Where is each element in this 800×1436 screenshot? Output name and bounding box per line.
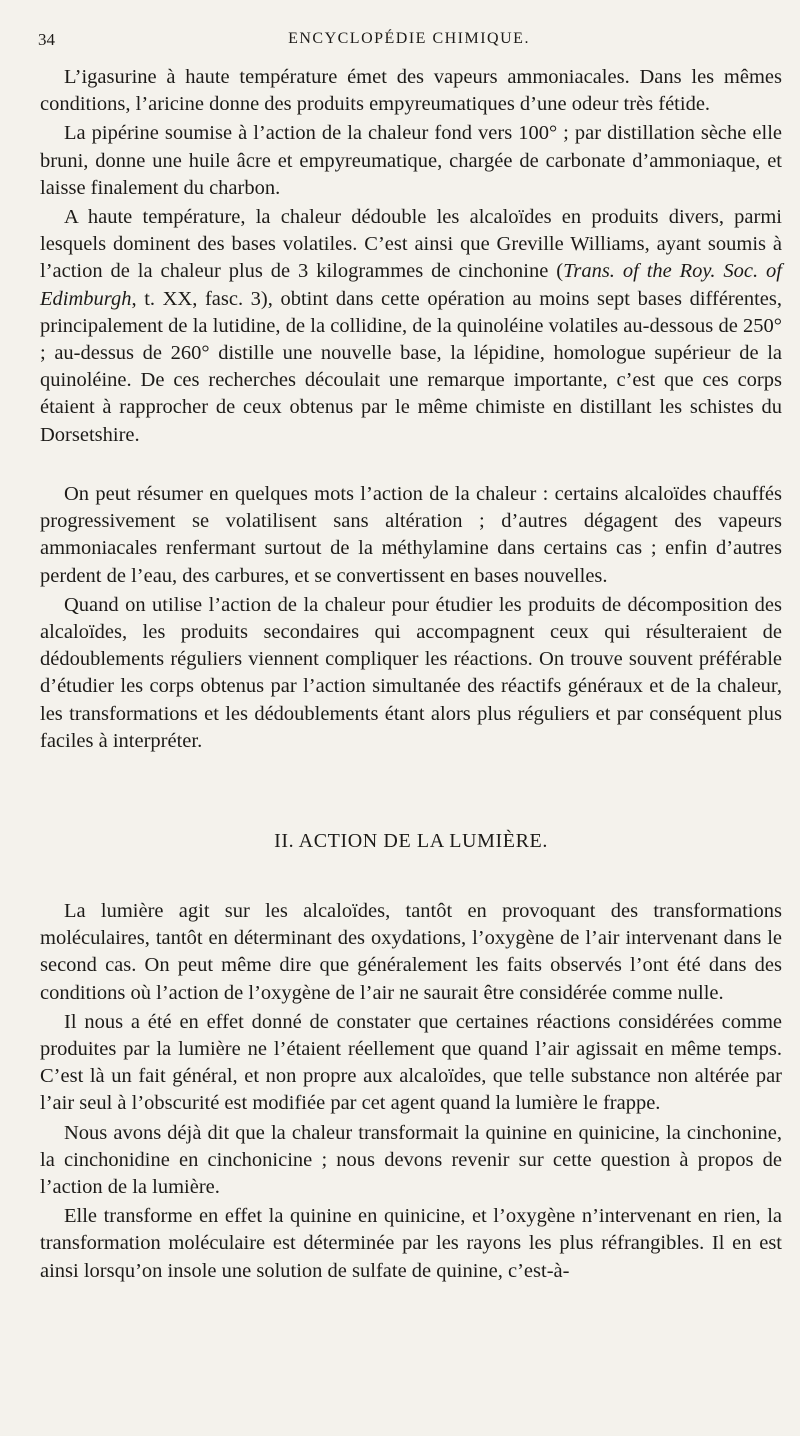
paragraph-light-intro: La lumière agit sur les alcaloïdes, tantôt en provoquant des transformations moléculaires, tantôt en déterminant des oxydations, l’oxygène de l’air intervenant dans le second cas. On peut même dire que généralement les faits observés l’ont été dans des conditions où l’action de l’oxygène de l’air ne saurait être considérée comme nulle. xyxy=(40,900,782,1004)
page-header xyxy=(38,30,780,54)
paragraph-piperine: La pipérine soumise à l’action de la chaleur fond vers 100° ; par distillation sèche elle bruni, donne une huile âcre et empyreumatique, chargée de carbonate d’ammoniaque, et laisse finalement du charbon. xyxy=(40,122,782,199)
paragraph-high-temperature xyxy=(40,204,782,449)
paragraph-igasurine: L’igasurine à haute température émet des vapeurs ammoniacales. Dans les mêmes conditions, l’aricine donne des produits empyreumatiques d’une odeur très fétide. xyxy=(40,66,782,116)
page-number: 34 xyxy=(38,30,55,49)
section-heading: II. ACTION DE LA LUMIÈRE. xyxy=(274,830,548,852)
text-block-heat xyxy=(40,64,782,449)
text-block-summary xyxy=(40,481,782,755)
paragraph-decomposition: Quand on utilise l’action de la chaleur pour étudier les produits de décomposition des alcaloïdes, les produits secondaires qui accompagnent ceux qui résulteraient de dédoublements réguliers viennent compliquer les réactions. On trouve souvent préférable d’étudier les corps obtenus par l’action simultanée des réactifs généraux et de la chaleur, les transformations et les dédoublements étant alors plus réguliers et par conséquent plus faciles à interpréter. xyxy=(40,593,782,752)
paragraph-text: , t. XX, fasc. 3), obtint dans cette opération au moins sept bases différentes, principalement de la lutidine, de la collidine, de la quinoléine volatiles au-dessous de 250° ; au-dessus de 260° distille une nouvelle base, la lépidine, homologue supérieur de la quinoléine. De ces recherches découlait une remarque importante, c’est que ces corps étaient à rapprocher de ceux obtenus par le même chimiste en distillant les schistes du Dorsetshire. xyxy=(40,287,782,446)
paragraph-text: A haute température, la chaleur dédouble les alcaloïdes en produits divers, parmi lesquels dominent des bases volatiles. C’est ainsi que Greville Williams, ayant soumis à l’action de la chaleur plus de 3 kilogrammes de cinchonine ( xyxy=(40,206,782,283)
paragraph-summary: On peut résumer en quelques mots l’action de la chaleur : certains alcaloïdes chauffés progressivement se volatilisent sans altération ; d’autres dégagent des vapeurs ammoniacales renfermant surtout de la méthylamine dans certains cas ; enfin d’autres perdent de l’eau, des carbures, et se convertissent en bases nouvelles. xyxy=(40,483,782,587)
citation-title: Trans. of the Roy. Soc. of Edimburgh xyxy=(40,260,782,310)
paragraph-light-air: Il nous a été en effet donné de constater que certaines réactions considérées comme produites par la lumière ne l’étaient réellement que quand l’air agissait en même temps. C’est là un fait général, et non propre aux alcaloïdes, que telle substance non altérée par l’air seul à l’obscurité est modifiée par cet agent quand la lumière le frappe. xyxy=(40,1010,782,1115)
paragraph-quinine-heat: Nous avons déjà dit que la chaleur transformait la quinine en quinicine, la cinchonine, la cinchonidine en cinchonicine ; nous devons revenir sur cette question à propos de l’action de la lumière. xyxy=(40,1121,782,1199)
text-block-light xyxy=(40,898,782,1285)
paragraph-quinine-light: Elle transforme en effet la quinine en quinicine, et l’oxygène n’intervenant en rien, la transformation moléculaire est déterminée par les rayons les plus réfrangibles. Il en est ainsi lorsqu’on insole une solution de sulfate de quinine, c’est-à- xyxy=(40,1205,782,1282)
running-title: ENCYCLOPÉDIE CHIMIQUE. xyxy=(288,30,530,47)
